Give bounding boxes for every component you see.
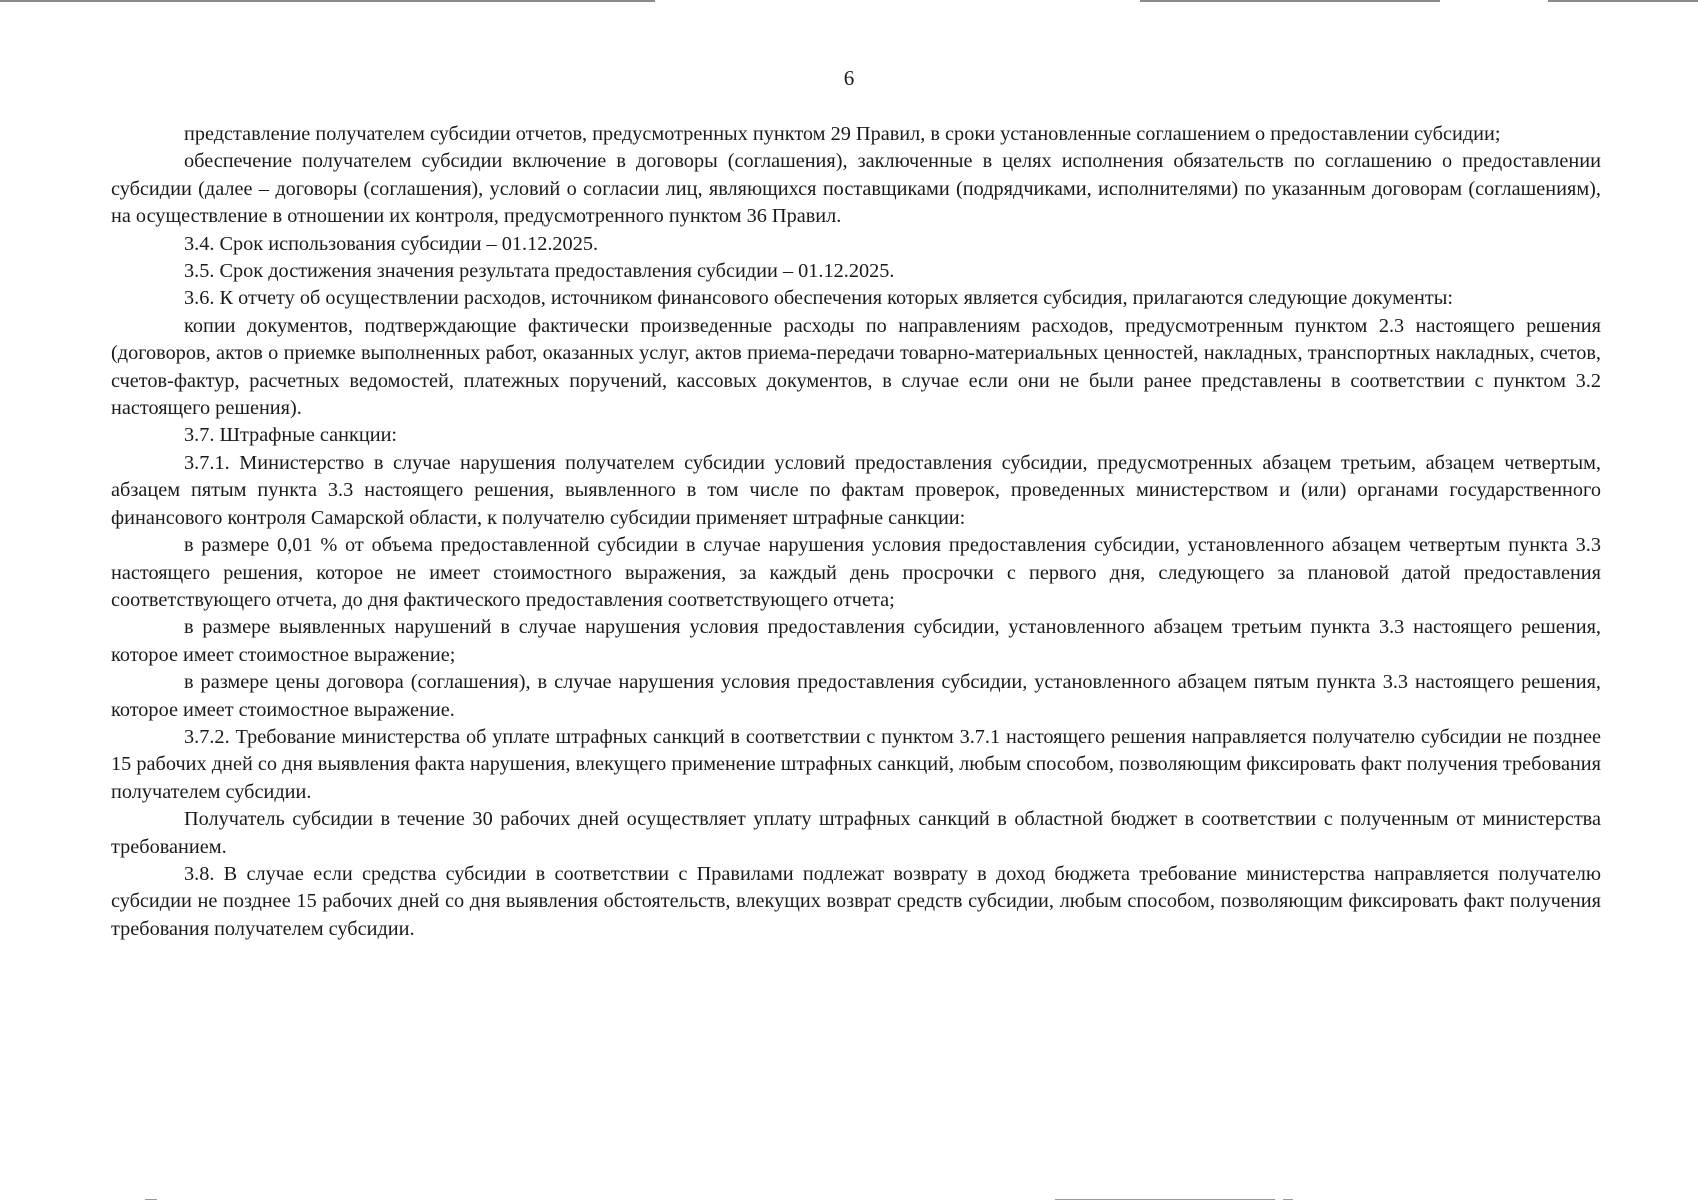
paragraph-3-7-2: 3.7.2. Требование министерства об уплате штрафных санкций в соответствии с пунктом 3.7.1 настоящего решения направляется получателю субсидии не позднее 15 рабочих дней со дня выявления факта нарушения, влекущего применение штрафных санкций, любым способом, позволяющим фиксировать факт получения требования получателем субсидии.: [111, 725, 1601, 803]
paragraph-3-7-1: 3.7.1. Министерство в случае нарушения получателем субсидии условий предоставления субсидии, предусмотренных абзацем третьим, абзацем четвертым, абзацем пятым пункта 3.3 настоящего решения, выявленного в том числе по фактам проверок, проведенных министерством и (или) органами государственного финансового контроля Самарской области, к получателю субсидии применяет штрафные санкции:: [111, 451, 1601, 529]
paragraph-contracts-consent: обеспечение получателем субсидии включение в договоры (соглашения), заключенные в целях исполнения обязательств по соглашению о предоставлении субсидии (далее – договоры (соглашения), условий о согласии лиц, являющихся поставщиками (подрядчиками, исполнителями) по указанным договорам (соглашениям), на осуществление в отношении их контроля, предусмотренного пунктом 36 Правил.: [111, 150, 1601, 228]
page-number: 6: [843, 66, 855, 90]
document-body: [111, 121, 1601, 943]
paragraph-3-5: 3.5. Срок достижения значения результата предоставления субсидии – 01.12.2025.: [184, 260, 895, 283]
paragraph-3-6: 3.6. К отчету об осуществлении расходов, источником финансового обеспечения которых является субсидия, прилагаются следующие документы:: [184, 287, 1454, 310]
paragraph-penalty-contract-price: в размере цены договора (соглашения), в случае нарушения условия предоставления субсидии, установленного абзацем пятым пункта 3.3 настоящего решения, которое имеет стоимостное выражение.: [111, 671, 1601, 721]
paragraph-3-7: 3.7. Штрафные санкции:: [184, 424, 398, 447]
paragraph-penalty-violations: в размере выявленных нарушений в случае нарушения условия предоставления субсидии, установленного абзацем третьим пункта 3.3 настоящего решения, которое имеет стоимостное выражение;: [111, 616, 1601, 666]
paragraph-penalty-payment: Получатель субсидии в течение 30 рабочих дней осуществляет уплату штрафных санкций в областной бюджет в соответствии с полученным от министерства требованием.: [111, 808, 1601, 858]
paragraph-reports-submission: представление получателем субсидии отчетов, предусмотренных пунктом 29 Правил, в сроки установленные соглашением о предоставлении субсидии;: [184, 123, 1501, 145]
scan-border-top-middle: [1140, 0, 1440, 2]
scan-border-top-right: [1548, 0, 1698, 2]
paragraph-penalty-percent: в размере 0,01 % от объема предоставленной субсидии в случае нарушения условия предоставления субсидии, установленного абзацем четвертым пункта 3.3 настоящего решения, которое не имеет стоимостного выражения, за каждый день просрочки с первого дня, следующего за плановой датой предоставления соответствующего отчета, до дня фактического предоставления соответствующего отчета;: [111, 534, 1601, 611]
paragraph-3-4: 3.4. Срок использования субсидии – 01.12.2025.: [184, 232, 599, 255]
paragraph-document-copies: копии документов, подтверждающие фактически произведенные расходы по направлениям расходов, предусмотренным пунктом 2.3 настоящего решения (договоров, актов о приемке выполненных работ, оказанных услуг, актов приема-передачи товарно-материальных ценностей, накладных, транспортных накладных, счетов, счетов-фактур, расчетных ведомостей, платежных поручений, кассовых документов, в случае если они не были ранее представлены в соответствии с пунктом 3.2 настоящего решения).: [111, 314, 1601, 420]
paragraph-3-8: 3.8. В случае если средства субсидии в соответствии с Правилами подлежат возврату в доход бюджета требование министерства направляется получателю субсидии не позднее 15 рабочих дней со дня выявления обстоятельств, влекущих возврат средств субсидии, любым способом, позволяющим фиксировать факт получения требования получателем субсидии.: [111, 862, 1601, 940]
scan-border-top-left: [0, 0, 655, 2]
